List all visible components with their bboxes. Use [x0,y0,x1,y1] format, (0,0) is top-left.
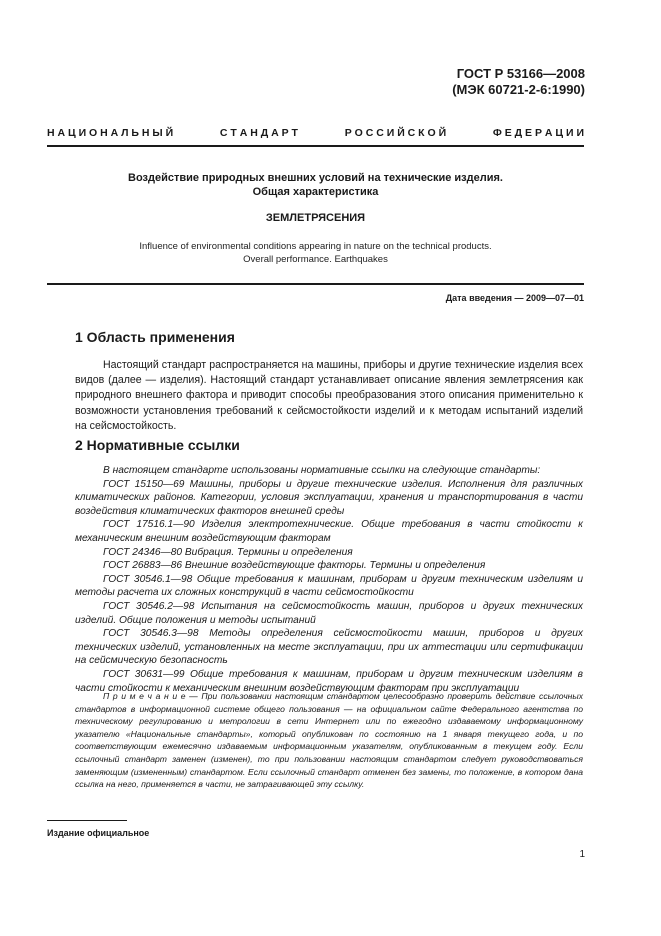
national-standard-banner [47,127,584,139]
section-1-text [75,358,583,434]
references-intro: В настоящем стандарте использованы нормативные ссылки на следующие стандарты: [103,465,541,476]
title-english [47,240,584,266]
standard-code-iec: (МЭК 60721-2-6:1990) [452,82,585,97]
reference-item: ГОСТ 15150—69 Машины, приборы и другие технические изделия. Исполнения для различных климатических районов. Категории, условия эксплуатации, хранения и транспортирования в части воздействия климатических факторов внешней среды [75,478,583,517]
reference-item: ГОСТ 30546.1—98 Общие требования к машинам, приборам и другим техническим изделиям и методы расчета их сложных конструкций в части сейсмостойкости [75,573,583,599]
standard-code [452,66,585,98]
reference-item: ГОСТ 26883—86 Внешние воздействующие факторы. Термины и определения [103,560,486,572]
title-russian [47,171,584,199]
title-line: Воздействие природных внешних условий на технические изделия. [128,172,503,184]
banner-word: С Т А Н Д А Р Т [219,127,298,139]
references-note [75,690,583,791]
section-2-heading: 2 Нормативные ссылки [75,437,240,453]
title-divider [47,283,584,285]
introduction-date: Дата введения — 2009—07—01 [445,293,584,303]
reference-item: ГОСТ 30546.3—98 Методы определения сейсмостойкости машин, приборов и других технических изделий, установленных на месте эксплуатации, при их аттестации или сертификации на сейсмическую безопасность [75,628,583,667]
banner-divider [47,145,584,147]
reference-item: ГОСТ 30546.2—98 Испытания на сейсмостойкость машин, приборов и других технических изделий. Общие положения и методы испытаний [75,600,583,626]
reference-item: ГОСТ 30631—99 Общие требования к машинам, приборам и другим техническим изделиям в части стойкости к механическим внешним воздействующим факторам при эксплуатации [75,668,583,694]
note-text: П р и м е ч а н и е — При пользовании настоящим стандартом целесообразно проверить действие ссылочных стандартов в информационной системе общего пользования — на официальном сайте Федерального агентства по техническому регулированию и метрологии в сети Интернет или по ежегодно издаваемому информационному указателю «Национальные стандарты», который опубликован по состоянию на 1 января текущего года, и по соответствующим ежемесячно издаваемым информационным указателям, опубликованным в текущем году. Если ссылочный стандарт заменен (изменен), то при пользовании настоящим стандартом следует руководствоваться заменяющим (измененным) стандартом. Если ссылочный стандарт отменен без замены, то положение, в котором дана ссылка на него, применяется в части, не затрагивающей эту ссылку. [75,691,583,790]
reference-item: ГОСТ 17516.1—90 Изделия электротехнические. Общие требования в части стойкости к механическим внешним воздействующим факторам [75,519,583,544]
page-number: 1 [579,849,585,860]
section-1-heading: 1 Область применения [75,329,235,345]
title-english-line: Influence of environmental conditions appearing in nature on the technical products. [139,241,492,252]
title-subject: ЗЕМЛЕТРЯСЕНИЯ [265,212,366,224]
banner-word: Ф Е Д Е Р А Ц И И [492,127,584,139]
section-1-paragraph: Настоящий стандарт распространяется на машины, приборы и другие технические изделия всех видов (далее — изделия). Настоящий стандарт устанавливает описание явления землетрясения как природного внешнего фактора и приводит способы преобразования этого описания применительно к возможности установления требований к сейсмостойкости изделий и к методам испытаний изделий на сейсмостойкость. [75,359,583,432]
normative-references [75,464,583,695]
banner-word: Н А Ц И О Н А Л Ь Н Ы Й [47,127,174,139]
footer-divider [47,820,127,821]
banner-word: Р О С С И Й С К О Й [344,127,447,139]
title-english-line: Overall performance. Earthquakes [243,254,388,265]
reference-item: ГОСТ 24346—80 Вибрация. Термины и определения [103,546,353,558]
standard-code-primary: ГОСТ Р 53166—2008 [456,66,585,81]
official-edition-label: Издание официальное [47,828,150,838]
title-line: Общая характеристика [252,186,379,198]
